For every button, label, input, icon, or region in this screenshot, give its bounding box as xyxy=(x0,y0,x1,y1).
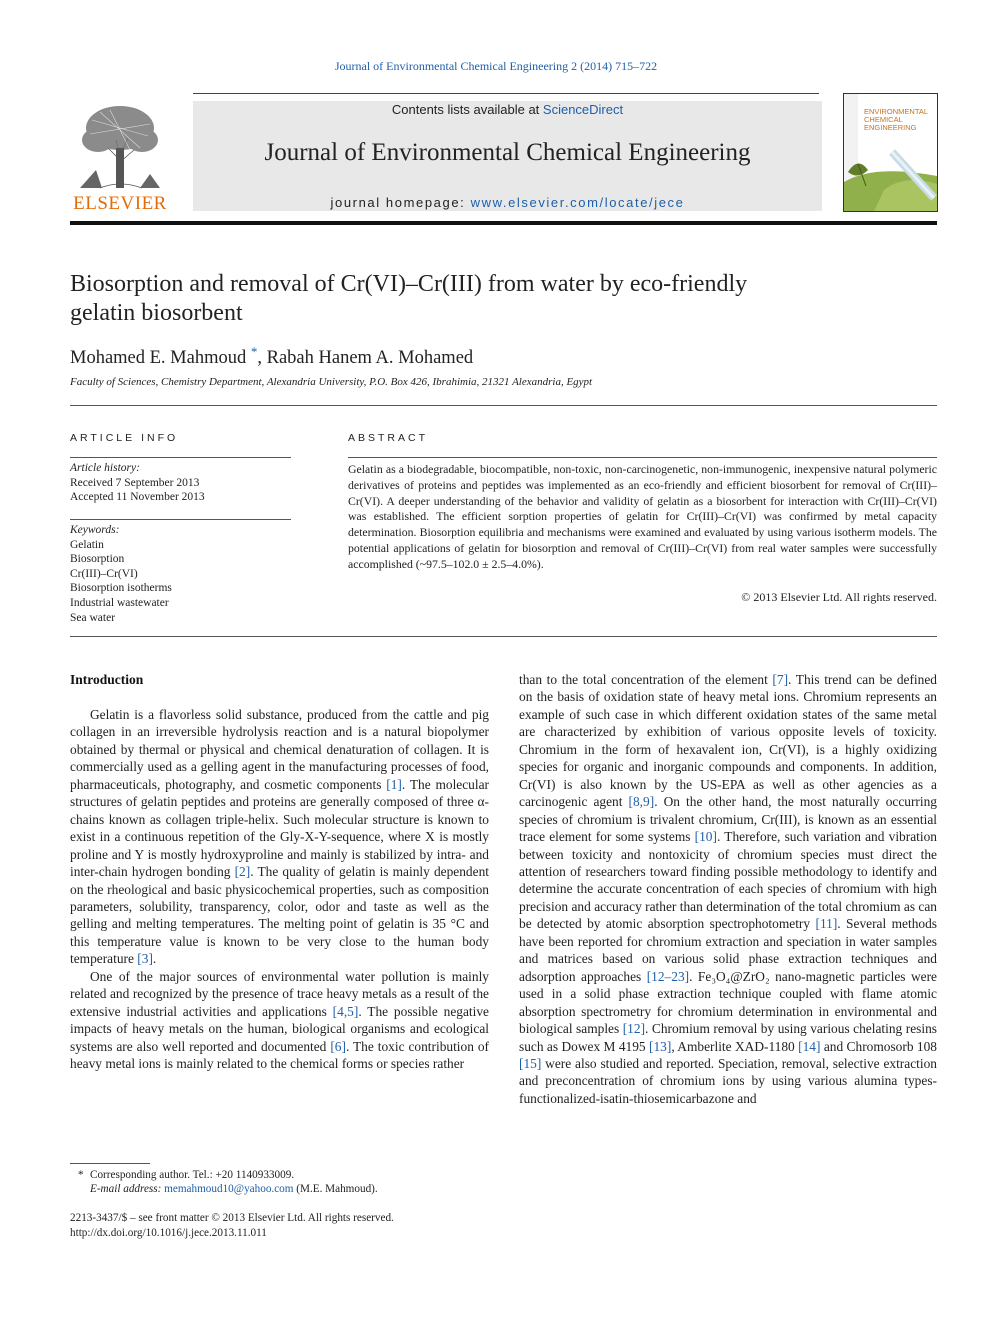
body-paragraph xyxy=(70,968,489,1073)
reference-link[interactable]: [14] xyxy=(798,1038,821,1054)
article-info-heading: ARTICLE INFO xyxy=(70,432,179,444)
body-text: . On the other hand, the most naturally occurring species of chromium is trivalent chromium, Cr(III), is known as an essential trace element for some systems xyxy=(519,794,937,845)
footnote-rule xyxy=(70,1163,150,1164)
doi-link[interactable]: http://dx.doi.org/10.1016/j.jece.2013.11.011 xyxy=(70,1227,267,1239)
body-text: and Chromosorb 108 xyxy=(820,1038,937,1054)
body-text: . The quality of gelatin is mainly dependent on the rheological and basic physicochemical properties, such as composition parameters, solubility, transparency, color, odor and taste as well as the gelling and melting temperatures. The melting point of gelatin is 35 °C and this temperature value is known to be very close to the human body temperature xyxy=(70,864,489,967)
corresponding-author-note xyxy=(78,1169,295,1181)
body-text: than to the total concentration of the element xyxy=(519,672,773,687)
author-name: Mohamed E. Mahmoud xyxy=(70,348,247,369)
keywords-block xyxy=(70,523,172,625)
keyword: Cr(III)–Cr(VI) xyxy=(70,567,138,580)
reference-link[interactable]: [8,9] xyxy=(628,794,655,810)
body-text: . Fe₃O₄@ZrO₂ nano-magnetic particles were used in a solid phase extraction technique coupled with flame atomic absorption spectrometry for chromium determination in environmental and biological samples xyxy=(519,968,937,1037)
received-date: Received 7 September 2013 xyxy=(70,476,200,489)
article-history-label: Article history: xyxy=(70,462,140,474)
elsevier-wordmark: ELSEVIER xyxy=(73,193,167,214)
issn-line: 2213-3437/$ – see front matter © 2013 Elsevier Ltd. All rights reserved. xyxy=(70,1212,394,1224)
author-affiliation: Faculty of Sciences, Chemistry Department, Alexandria University, P.O. Box 426, Ibrahimia, 21321 Alexandria, Egypt xyxy=(70,376,593,388)
cover-title-line3: ENGINEERING xyxy=(864,123,917,132)
title-divider xyxy=(70,405,937,406)
cover-illustration xyxy=(844,94,937,211)
keywords-label: Keywords: xyxy=(70,524,120,536)
reference-link[interactable]: [7] xyxy=(772,672,789,687)
keyword: Biosorption isotherms xyxy=(70,582,172,595)
email-label: E-mail address: xyxy=(90,1183,165,1195)
journal-cover-thumbnail[interactable] xyxy=(843,93,938,212)
homepage-prefix: journal homepage: xyxy=(330,195,471,210)
body-paragraph xyxy=(519,671,937,1107)
reference-link[interactable]: [4,5] xyxy=(332,1003,359,1019)
contents-lists-line xyxy=(193,102,822,117)
journal-homepage-line xyxy=(193,195,822,210)
body-text: . Several methods have been reported for chromium extraction and speciation in water samples and matrices based on various solid phase extraction techniques and adsorption approaches xyxy=(519,916,937,984)
article-info-rule xyxy=(70,457,291,458)
article-history xyxy=(70,461,205,505)
body-text: . This trend can be defined on the basis of oxidation state of heavy metal ions. Chromium represents an example of such case in which different oxidation states of the same metal are characterized by exhibition of various opposite levels of toxicity. Chromium in the form of hexavalent ion, Cr(VI), is a highly oxidizing species for organic and inorganic compounds and components. In addition, Cr(VI) is also known by the US-EPA as well as other agencies as a carcinogenic agent xyxy=(519,672,937,810)
corresponding-author-text: Corresponding author. Tel.: +20 1140933009. xyxy=(90,1169,295,1181)
homepage-link[interactable]: www.elsevier.com/locate/jece xyxy=(470,195,685,210)
email-suffix: (M.E. Mahmoud). xyxy=(293,1183,378,1195)
journal-citation[interactable]: Journal of Environmental Chemical Engineering 2 (2014) 715–722 xyxy=(334,59,658,73)
reference-link[interactable]: [1] xyxy=(386,776,402,792)
reference-link[interactable]: [12] xyxy=(622,1021,646,1037)
keyword: Biosorption xyxy=(70,553,125,566)
body-paragraph xyxy=(70,706,489,968)
header-divider xyxy=(70,221,937,225)
corresponding-author-marker[interactable]: * xyxy=(250,344,258,359)
keyword: Industrial wastewater xyxy=(70,596,169,609)
abstract-rule xyxy=(348,457,937,458)
body-text: , Amberlite XAD-1180 xyxy=(671,1038,799,1054)
abstract-copyright: © 2013 Elsevier Ltd. All rights reserved. xyxy=(741,590,937,604)
keyword: Gelatin xyxy=(70,538,104,551)
body-text: . xyxy=(152,951,157,967)
contents-prefix: Contents lists available at xyxy=(391,102,543,117)
cover-title-line2: CHEMICAL xyxy=(864,115,903,124)
abstract-text: Gelatin as a biodegradable, biocompatible, non-toxic, non-carcinogenetic, non-immunogenic, inexpensive natural polymeric derivatives of proteins and peptides was implemented as an eco-friendly and efficient biosorbent for removal of Cr(III)–Cr(VI). A deeper understanding of the behavior and validity of gelatin as a biosorbent for interaction with Cr(III)–Cr(VI) was established. The efficient sorption properties of gelatin for Cr(III)–Cr(VI) was confirmed by metal capacity determination. Biosorption equilibria and mechanisms were examined and evaluated by using various isotherm models. The potential applications of gelatin for biosorption and removal of Cr(III)–Cr(VI) from real water samples were successfully accomplished (~97.5–102.0 ± 2.5–4.0%). xyxy=(348,462,937,571)
accepted-date: Accepted 11 November 2013 xyxy=(70,491,205,504)
article-title-line1: Biosorption and removal of Cr(VI)–Cr(III) from water by eco-friendly xyxy=(70,271,748,297)
cover-title-line1: ENVIRONMENTAL xyxy=(864,107,929,116)
article-title xyxy=(70,270,920,328)
author-list xyxy=(70,344,473,369)
body-text: . Therefore, such variation and vibration between toxicity and nontoxicity of chromium species must direct the attention of researchers toward finding possible methodology to identify and determine the accurate concentration of each species of chromium with high precision and accuracy rather than determination of the total chromium as can be detected by atomic absorption spectrophotometry xyxy=(519,829,937,932)
introduction-heading: Introduction xyxy=(70,672,144,687)
reference-link[interactable]: [6] xyxy=(330,1038,346,1054)
reference-link[interactable]: [10] xyxy=(694,829,717,845)
header-top-rule xyxy=(193,93,819,94)
email-note xyxy=(90,1183,378,1195)
body-text: One of the major sources of environmental water pollution is mainly related and recognized by the presence of trace heavy metals as a result of the extensive industrial activities and applications xyxy=(70,968,489,1019)
author-name: , Rabah Hanem A. Mohamed xyxy=(257,348,474,369)
body-text: . The toxic contribution of heavy metal ions is mainly related to the chemical forms or species rather xyxy=(70,1038,490,1072)
abstract-divider xyxy=(70,636,937,637)
article-title-line2: gelatin biosorbent xyxy=(70,300,243,326)
email-link[interactable]: memahmoud10@yahoo.com xyxy=(164,1183,294,1195)
body-text: . Chromium removal by using various chelating resins such as Dowex M 4195 xyxy=(519,1021,938,1054)
body-left-column xyxy=(70,706,489,1073)
body-right-column xyxy=(519,671,937,1107)
body-text: . The possible negative impacts of heavy metals on the human, biological organisms and ecological systems are also well reported and documented xyxy=(70,1003,490,1054)
keywords-rule xyxy=(70,519,291,520)
body-text: . The molecular structures of gelatin peptides and proteins are generally composed of three α-chains known as collagen triple-helix. Such molecular structure is known to exist in a continuous repetition of the Gly-X-Y-sequence, where X is mostly proline and Y is mostly hydroxyproline and mainly is stabilized by intra- and inter-chain hydrogen bonding xyxy=(70,776,489,880)
reference-link[interactable]: [15] xyxy=(519,1055,542,1071)
abstract-heading: ABSTRACT xyxy=(348,432,429,444)
reference-link[interactable]: [11] xyxy=(815,916,838,932)
journal-title: Journal of Environmental Chemical Engineering xyxy=(264,139,751,166)
footnote-marker: * xyxy=(78,1169,84,1181)
reference-link[interactable]: [12–23] xyxy=(646,968,690,984)
body-text: Gelatin is a flavorless solid substance, produced from the cattle and pig collagen in an irreversible hydrolysis reaction and is a natural biopolymer obtained by thermal or physical and chemical denaturation of collagen. It is commercially used as a gelling agent in the manufacturing processes of food, pharmaceuticals, photography, and cosmetic components xyxy=(70,707,489,792)
reference-link[interactable]: [13] xyxy=(649,1038,672,1054)
sciencedirect-link[interactable]: ScienceDirect xyxy=(542,102,624,117)
reference-link[interactable]: [2] xyxy=(234,864,251,880)
reference-link[interactable]: [3] xyxy=(137,951,153,967)
keyword: Sea water xyxy=(70,611,116,624)
body-text: were also studied and reported. Speciation, removal, selective extraction and preconcentration of chromium ions by using various alumina types-functionalized-isatin-thiosemicarbazone and xyxy=(519,1055,937,1106)
